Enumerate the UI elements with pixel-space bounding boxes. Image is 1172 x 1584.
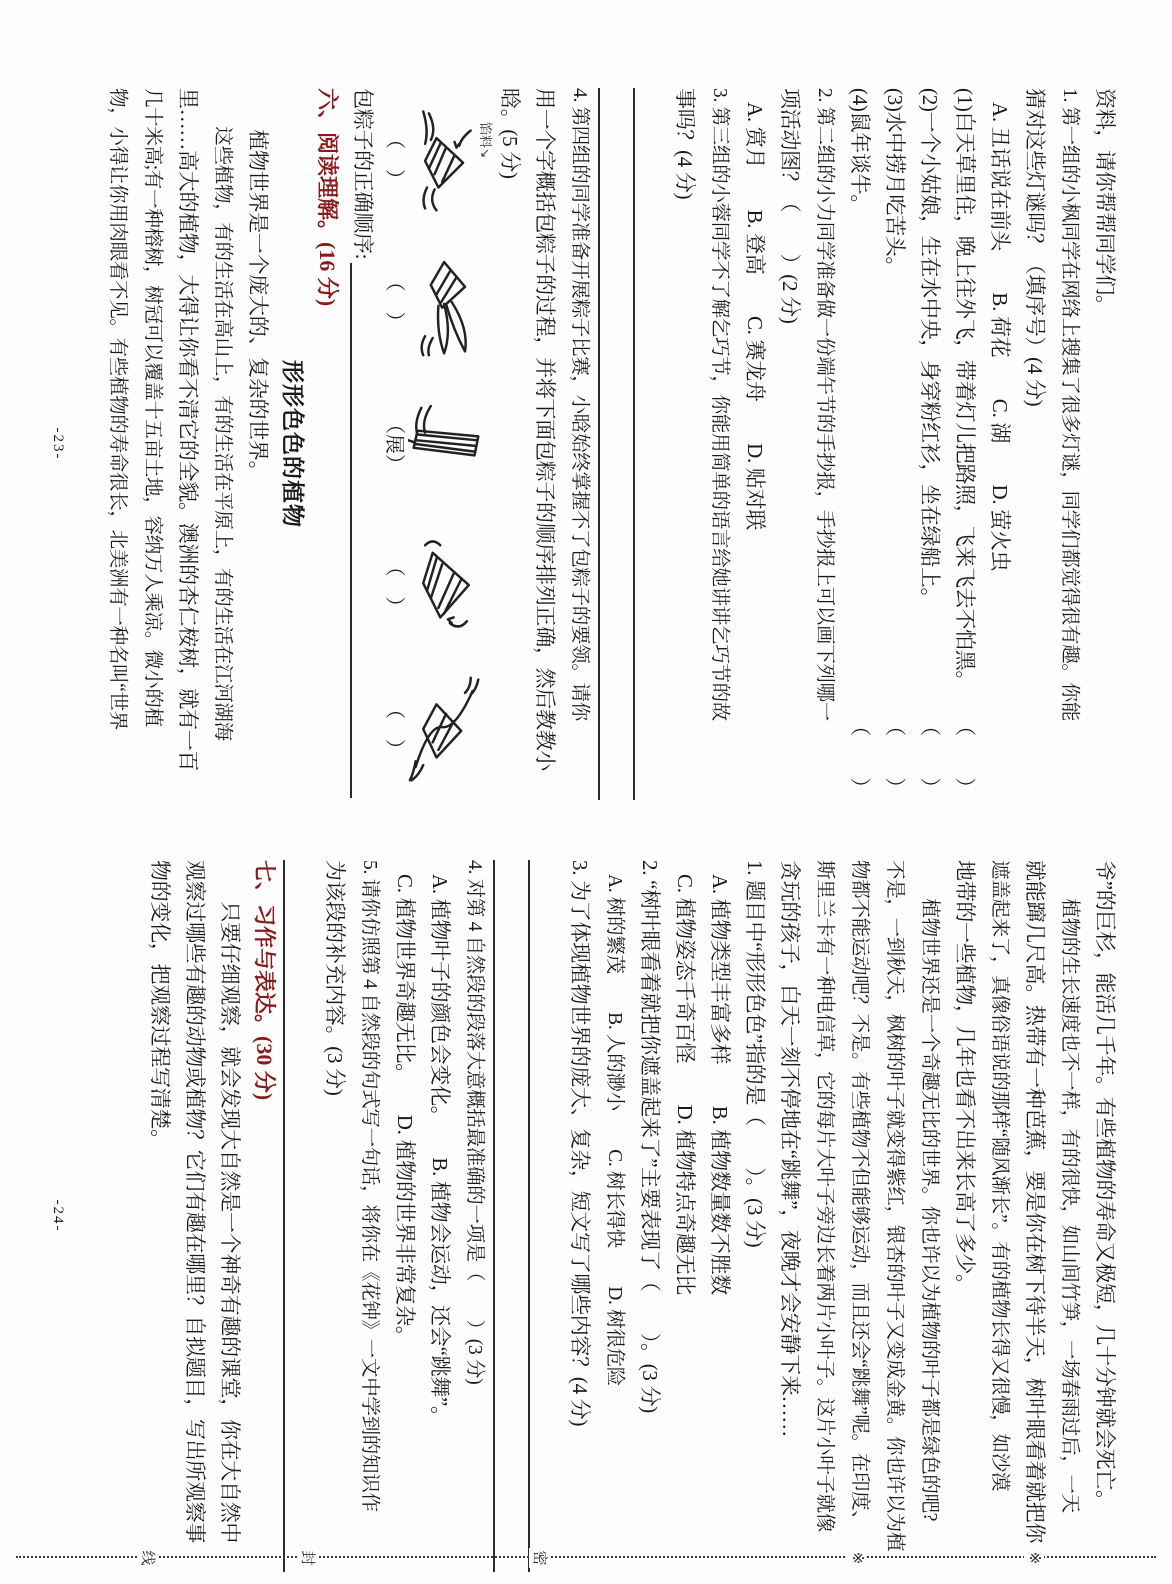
text-line: 物的变化，把观察过程写清楚。	[148, 860, 172, 1150]
figure-caption: （ ）	[383, 699, 405, 759]
answer-blank	[283, 860, 317, 1572]
section-heading: 七、习作与表达。(30 分)	[252, 860, 277, 1101]
zongzi-steps-row	[380, 88, 492, 800]
sequence-label: 包粽子的正确顺序:	[351, 88, 375, 260]
binding-char: 封	[297, 1548, 317, 1568]
riddle-text: (1)白天草里住，晚上往外飞，带着灯儿把路照，飞来飞去不怕黑。	[953, 88, 977, 692]
riddle-text: (4)鼠年谈牛。	[848, 88, 872, 216]
text-line: 2. 第二组的小力同学准备做一份端午节的手抄报，手抄报上可以画下列哪一	[814, 88, 835, 722]
text-line: 物，小得让你用肉眼看不见。有些植物的寿命很长，北美洲有一种名叫“世界	[107, 88, 128, 730]
tying-string-icon	[408, 668, 484, 790]
page-23	[2, 88, 1122, 800]
riddle-text: (3)水中捞月吃苦头。	[883, 88, 907, 278]
answer-blank	[528, 860, 562, 1572]
zongzi-wrapped-hands-icon	[408, 98, 484, 220]
text-line	[842, 88, 877, 800]
zongzi-step-figure-5	[380, 662, 484, 796]
answer-blank	[598, 88, 632, 800]
text-line: 猜对这些灯谜吗？（填序号）(4 分)	[1023, 88, 1047, 407]
binding-line	[16, 1550, 1156, 1566]
text-line: 植物世界还是一个奇趣无比的世界。你也许以为植物的叶子都是绿色的吧?	[919, 860, 940, 1522]
passage-title: 形形色色的植物	[280, 360, 305, 528]
text-line: 1. 第一组的小枫同学在网络上搜集了很多灯谜，同学们都觉得很有趣。你能	[1059, 88, 1080, 722]
zongzi-leaf-tails-icon	[408, 241, 484, 363]
text-line: 事吗？(4 分)	[673, 88, 697, 200]
text-line: 这些植物，有的生活在高山上，有的生活在平原上，有的生活在江河湖海	[212, 88, 233, 741]
answer-paren: （ ）	[883, 715, 907, 798]
option-line: A. 丑话说在前头 B. 荷花 C. 湖 D. 萤火虫	[988, 102, 1012, 572]
binding-char: 线	[137, 1548, 157, 1568]
filling-note	[477, 122, 496, 158]
text-line: 植物世界是一个庞大的、复杂的世界。	[246, 88, 270, 482]
zongzi-step-figure-4	[380, 520, 484, 654]
text-line: 地带的一些植物，几年也看不出来长高了多少。	[953, 860, 977, 1295]
text-line: 物都不能运动吧？不是。有些植物不但能够运动，而且还会“跳舞”呢。在印度、	[849, 860, 870, 1530]
answer-blank	[493, 860, 527, 1572]
sequence-line	[345, 88, 380, 800]
text-line: 斯里兰卡有一种电信草，它的每片大叶子旁边长着两片小叶子。这片小叶子就像	[814, 860, 835, 1533]
text-line: 4. 对第 4 自然段的段落大意概括最准确的一项是（ ）(3 分)	[464, 860, 485, 1385]
text-line: 几十米高;有一种榕树，树冠可以覆盖十五亩土地，容纳万人乘凉。微小的植	[142, 88, 163, 727]
filling-note-label: 馅料	[477, 122, 492, 149]
sequence-blank	[350, 263, 380, 798]
text-line: 晗。(5 分)	[498, 88, 522, 179]
text-line	[877, 88, 912, 800]
page-number: -24-	[50, 1199, 66, 1233]
text-line: 1. 题目中“形形色色”指的是（ ）。(3 分)	[743, 860, 767, 1248]
figure-caption: （ ）	[383, 271, 405, 332]
text-line	[947, 88, 982, 800]
text-line: 3. 为了体现植物世界的庞大、复杂，短文写了哪些内容？(4 分)	[568, 860, 592, 1427]
text-line: 爷”的巨杉，能活几千年。有些植物的寿命又极短，几十分钟就会死亡。	[1093, 860, 1117, 1511]
text-line: 遮盖起来了，真像俗语说的那样“随风渐长”。有的植物长得又很慢，如沙漠	[989, 860, 1010, 1492]
text-line: 观察过哪些有趣的动物或植物？它们有趣在哪里？自拟题目，写出所观察事	[183, 860, 207, 1544]
figure-caption: （展）	[383, 414, 405, 474]
page-23-content	[100, 88, 1122, 800]
text-line: 为该段的补充内容。(3 分)	[323, 860, 347, 1096]
binding-char: ※	[1024, 1548, 1044, 1568]
text-line: 项活动图？（ ）(2 分)	[778, 88, 802, 324]
leaf-cone-fold-icon	[408, 526, 484, 648]
text-line: 只要仔细观察，就会发现大自然是一个神奇有趣的课堂，你在大自然中	[218, 860, 242, 1544]
page-number: -23-	[50, 427, 66, 461]
section-heading: 六、阅读理解。(16 分)	[315, 88, 340, 307]
option-line: A. 赏月 B. 登高 C. 赛龙舟 D. 贴对联	[743, 102, 767, 530]
arrow-down-icon: ↘	[478, 148, 492, 159]
text-line: 用一个字概括包粽子的过程，并将下面包粽子的顺序排列正确，然后教教小	[533, 88, 557, 772]
answer-blank	[633, 88, 667, 800]
text-line: 植物的生长速度也不一样，有的很快，如山间竹笋，一场春雨过后，一天	[1059, 860, 1080, 1513]
zongzi-step-figure-2	[380, 235, 484, 369]
answer-paren: （ ）	[848, 715, 872, 798]
text-line: 不是，一到秋天，枫树的叶子就变得紫红，银杏的叶子又变成金黄。你也许以为植	[884, 860, 905, 1552]
text-line: 就能蹿几尺高。热带有一种芭蕉，要是你在树下待半天，树叶眼看着就把你	[1023, 860, 1047, 1544]
option-line: A. 树的繁茂 B. 人的渺小 C. 树长得快 D. 树很危险	[604, 874, 625, 1386]
text-line	[912, 88, 947, 800]
zongzi-step-figure-1	[380, 92, 484, 226]
text-line: 里……高大的植物，大得让你看不清它的全貌。澳洲的杏仁桉树，就有一百	[176, 88, 200, 772]
text-line: 贪玩的孩子，白天一刻不停地在“跳舞”，夜晚才会安静下来……	[778, 860, 802, 1437]
flat-leaf-icon	[408, 383, 484, 505]
binding-char: ※	[847, 1548, 867, 1568]
page-24	[2, 860, 1122, 1572]
option-line: A. 植物叶子的颜色会变化。 B. 植物会运动，还会“跳舞”。	[428, 874, 452, 1427]
text-line: 资料，请你帮帮同学们。	[1093, 88, 1117, 316]
page-24-content	[142, 860, 1122, 1572]
figure-caption: （ ）	[383, 129, 405, 189]
answer-paren: （ ）	[918, 715, 942, 798]
zongzi-step-figure-3	[380, 377, 484, 511]
text-line: 5. 请你仿照第 4 自然段的句式写一句话，将你在《花钟》一文中学到的知识作	[359, 860, 380, 1512]
text-line: 4. 第四组的同学准备开展粽子比赛，小晗始终掌握不了包粽子的要领。请你	[569, 88, 590, 722]
text-line: 3. 第三组的小蓉同学不了解乞巧节，你能用简单的语言给她讲讲乞巧节的故	[709, 88, 730, 722]
text-line: 2. “树叶眼看着就把你遮盖起来了”主要表现了（ ）。(3 分)	[638, 860, 662, 1413]
binding-char: 密	[529, 1548, 549, 1568]
option-line: A. 植物类型丰富多样 B. 植物数量数不胜数	[708, 874, 732, 1295]
option-line: C. 植物世界奇趣无比。 D. 植物的世界非常复杂。	[393, 874, 417, 1347]
answer-paren: （ ）	[953, 715, 977, 798]
riddle-text: (2)一个小姑娘，生在水中央，身穿粉红衫，坐在绿船上。	[918, 88, 942, 609]
option-line: C. 植物姿态千奇百怪 D. 植物特点奇趣无比	[673, 874, 697, 1295]
figure-caption: （ ）	[383, 556, 405, 617]
